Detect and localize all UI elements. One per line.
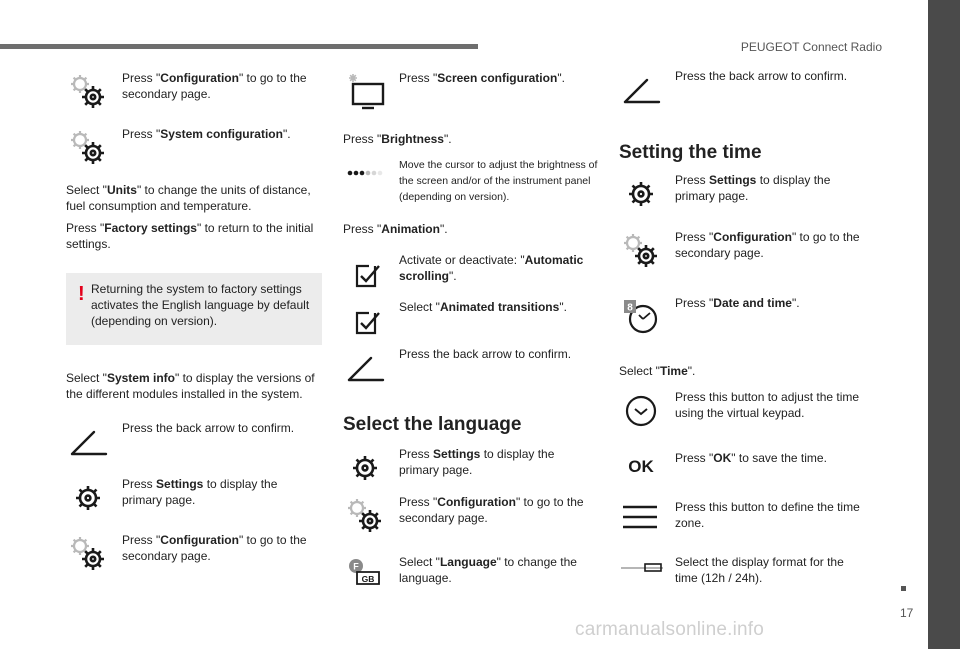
svg-text:F: F: [353, 561, 359, 572]
back-arrow-icon: [619, 68, 663, 112]
check-icon: [619, 389, 663, 433]
ok-icon: [619, 450, 663, 494]
step-text: Select "Animated transitions".: [399, 300, 567, 314]
top-rule: [0, 44, 478, 49]
step-text: Press "Date and time".: [675, 296, 800, 310]
gear-icon: [66, 476, 110, 520]
header-title: PEUGEOT Connect Radio: [740, 40, 882, 54]
step-text: Press Settings to display the primary page.: [675, 173, 831, 204]
warning-icon: !: [78, 283, 85, 305]
clock-icon: [619, 295, 663, 339]
step-text: Move the cursor to adjust the brightness of the screen and/or of the instrument panel (depending on version).: [399, 159, 598, 203]
language-flag-icon: [343, 554, 387, 598]
heading-select-language: Select the language: [343, 414, 522, 435]
paragraph-time: Select "Time".: [619, 364, 696, 378]
step-text: Press "System configuration".: [122, 127, 291, 141]
svg-text:8: 8: [627, 302, 633, 314]
step-text: Select the display format for the time (12h / 24h).: [675, 555, 844, 586]
paragraph-units: Select "Units" to change the units of distance, fuel consumption and temperature.: [66, 183, 311, 214]
svg-text:GB: GB: [361, 574, 375, 584]
step-text: Press "Configuration" to go to the secondary page.: [675, 230, 860, 261]
double-gear-icon: [66, 70, 110, 114]
step-text: Press "Configuration" to go to the secondary page.: [399, 495, 584, 526]
page-number: 17: [900, 606, 914, 620]
checkbox-icon: [343, 299, 387, 343]
back-arrow-icon: [66, 420, 110, 464]
step-text: Press Settings to display the primary page.: [122, 477, 278, 508]
back-arrow-icon: [343, 346, 387, 390]
gear-icon: [619, 172, 663, 216]
step-text: Activate or deactivate: "Automatic scrolling".: [399, 253, 584, 284]
gear-icon: [343, 446, 387, 490]
step-text: Press the back arrow to confirm.: [399, 347, 572, 361]
double-gear-icon: [66, 126, 110, 170]
heading-setting-time: Setting the time: [619, 142, 762, 163]
brightness-dots-icon: [343, 158, 387, 202]
step-text: Press "Screen configuration".: [399, 71, 565, 85]
step-text: Press Settings to display the primary page.: [399, 447, 555, 478]
paragraph-brightness: Press "Brightness".: [343, 132, 452, 146]
screen-brightness-icon: [343, 70, 387, 114]
checkbox-icon: [343, 252, 387, 296]
menu-lines-icon: [619, 499, 663, 543]
paragraph-system-info: Select "System info" to display the versions of the different modules installed in the system.: [66, 371, 315, 402]
step-text: Press this button to adjust the time using the virtual keypad.: [675, 390, 860, 421]
step-text: Press the back arrow to confirm.: [122, 421, 295, 435]
step-text: Press "Configuration" to go to the secondary page.: [122, 533, 307, 564]
step-text: Select "Language" to change the language.: [399, 555, 577, 586]
watermark: carmanualsonline.info: [575, 619, 765, 640]
format-slider-icon: [619, 554, 663, 598]
step-text: Press this button to define the time zone.: [675, 500, 860, 531]
step-text: Press "Configuration" to go to the secondary page.: [122, 71, 307, 102]
svg-text:OK: OK: [628, 457, 654, 476]
side-bar: [928, 0, 960, 649]
step-text: Press the back arrow to confirm.: [675, 69, 848, 83]
double-gear-icon: [343, 494, 387, 538]
notice-text: Returning the system to factory settings activates the English language by default (depending on version).: [91, 282, 310, 329]
double-gear-icon: [66, 532, 110, 576]
continuation-mark: [901, 586, 906, 591]
double-gear-icon: [619, 229, 663, 273]
paragraph-animation: Press "Animation".: [343, 222, 448, 236]
step-text: Press "OK" to save the time.: [675, 451, 827, 465]
notice-box: [66, 273, 322, 345]
paragraph-factory-settings: Press "Factory settings" to return to the initial settings.: [66, 221, 314, 252]
